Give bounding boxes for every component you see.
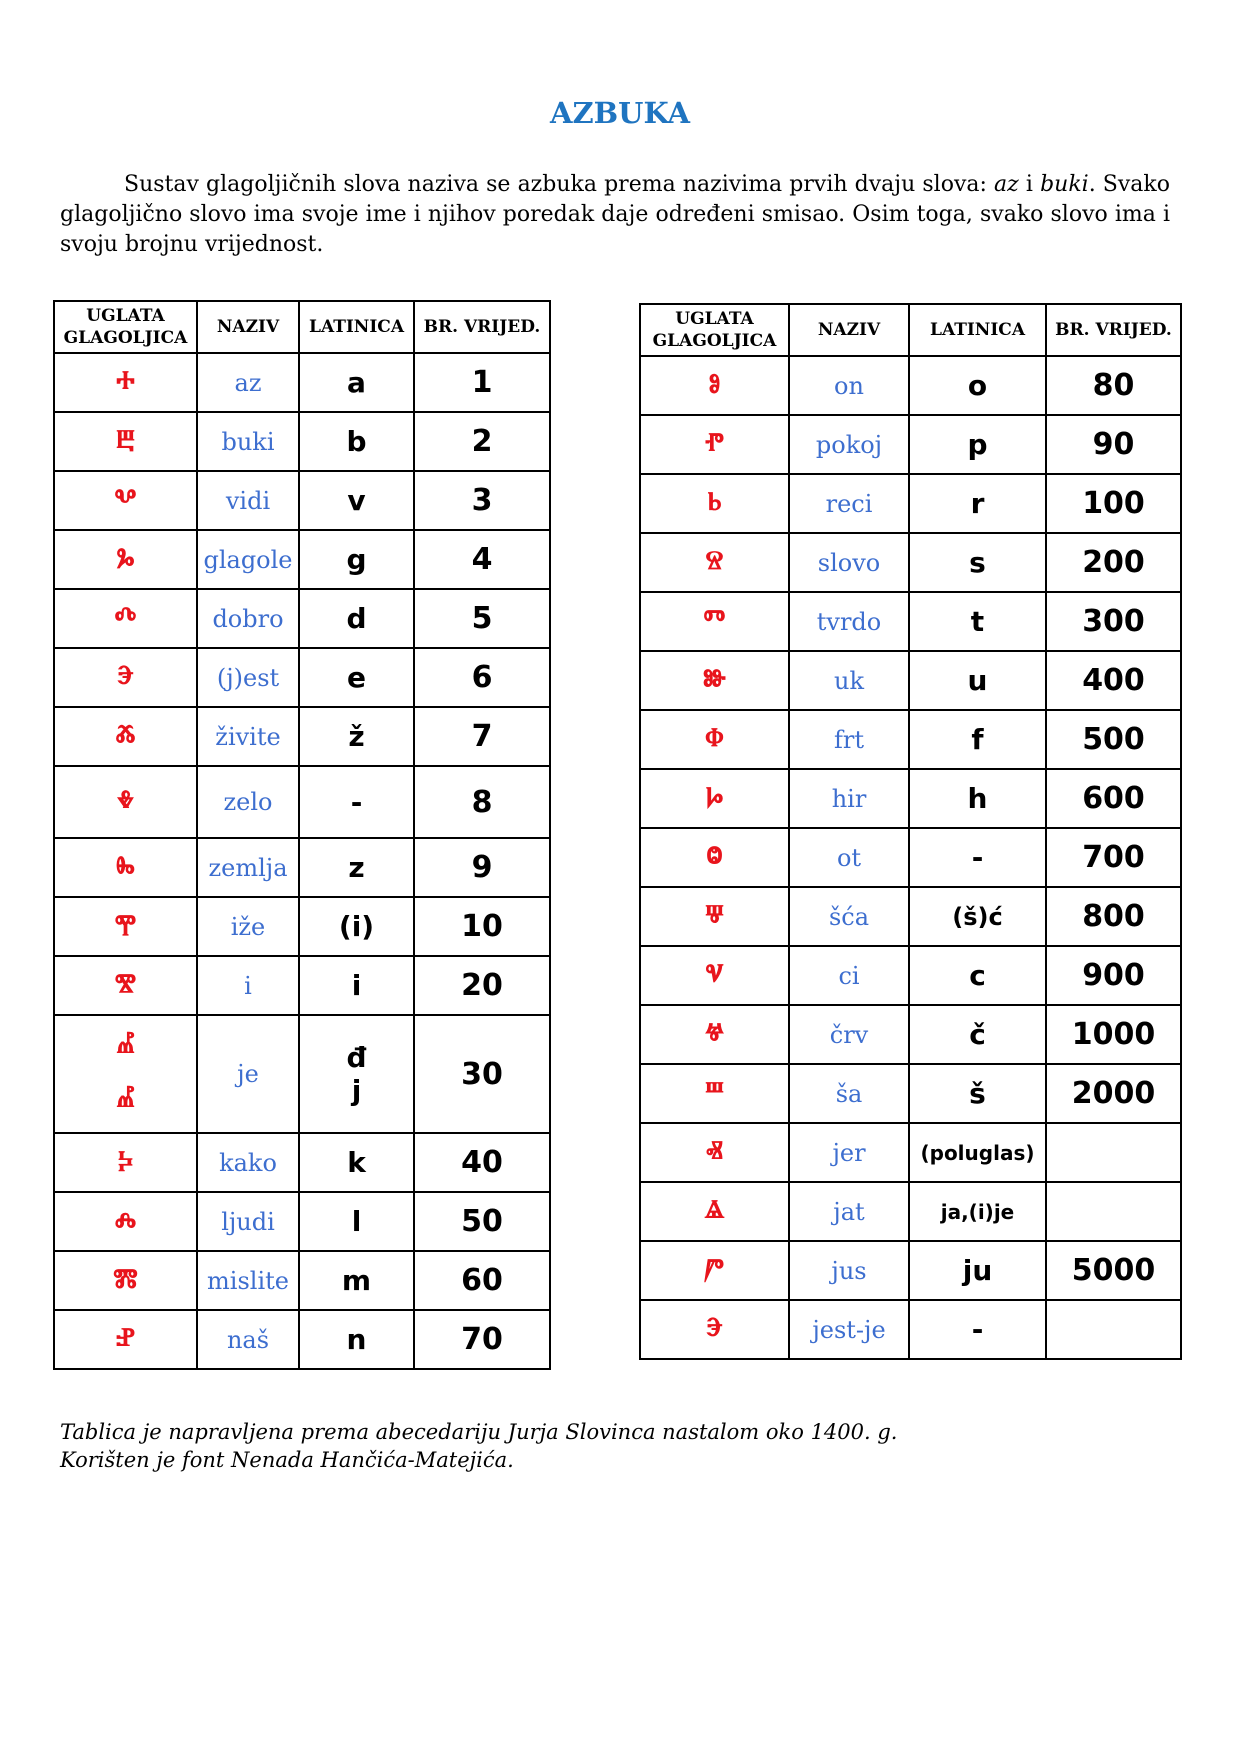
glagolitic-cell — [54, 897, 197, 956]
glagolitic-letter-icon: ⰾ — [114, 1201, 137, 1242]
right-alphabet-table — [639, 303, 1182, 1360]
latin-equivalent: č — [909, 1005, 1046, 1064]
glagolitic-letter-variant-icon: ⰼ — [116, 1081, 135, 1121]
glagolitic-letter-icon: ⱏ — [706, 1132, 723, 1173]
numeric-value: 20 — [414, 956, 550, 1015]
glagolitic-cell — [54, 956, 197, 1015]
glagolitic-letter-icon: ⰼ — [116, 1027, 135, 1067]
numeric-value: 60 — [414, 1251, 550, 1310]
glagolitic-cell — [54, 1015, 197, 1133]
table-row — [54, 1251, 550, 1310]
table-row — [640, 1123, 1181, 1182]
glagolitic-cell — [640, 474, 789, 533]
letter-name: (j)est — [197, 648, 299, 707]
table-row — [54, 956, 550, 1015]
table-row — [640, 1241, 1181, 1300]
numeric-value: 2 — [414, 412, 550, 471]
glagolitic-cell — [640, 710, 789, 769]
glagolitic-letter-icon: ⱂ — [704, 424, 725, 465]
numeric-value: 50 — [414, 1192, 550, 1251]
numeric-value: 7 — [414, 707, 550, 766]
letter-name: slovo — [789, 533, 909, 592]
glagolitic-cell — [640, 533, 789, 592]
glagolitic-letter-icon: ⱑ — [704, 1191, 725, 1232]
glagolitic-cell — [54, 838, 197, 897]
latin-equivalent: o — [909, 356, 1046, 415]
glagolitic-letter-icon: ⱉ — [706, 837, 723, 878]
latin-equivalent: (poluglas) — [909, 1123, 1046, 1182]
numeric-value: 4 — [414, 530, 550, 589]
glagolitic-cell — [640, 415, 789, 474]
letter-name: iže — [197, 897, 299, 956]
numeric-value: 800 — [1046, 887, 1181, 946]
glagolitic-cell — [54, 589, 197, 648]
numeric-value: 40 — [414, 1133, 550, 1192]
table-row — [640, 651, 1181, 710]
letter-name: glagole — [197, 530, 299, 589]
glagolitic-cell — [640, 592, 789, 651]
glagolitic-letter-icon: ⱃ — [707, 483, 722, 524]
numeric-value: 2000 — [1046, 1064, 1181, 1123]
table-row — [54, 530, 550, 589]
glagolitic-letter-icon: ⰵ — [706, 1309, 723, 1350]
latin-equivalent: u — [909, 651, 1046, 710]
letter-name: ljudi — [197, 1192, 299, 1251]
numeric-value: 6 — [414, 648, 550, 707]
numeric-value: 400 — [1046, 651, 1181, 710]
numeric-value: 80 — [1046, 356, 1181, 415]
letter-name: črv — [789, 1005, 909, 1064]
left-alphabet-table — [53, 300, 551, 1370]
latin-equivalent: s — [909, 533, 1046, 592]
latin-equivalent: k — [299, 1133, 414, 1192]
numeric-value: 5 — [414, 589, 550, 648]
latin-equivalent — [299, 1015, 414, 1133]
table-row — [640, 356, 1181, 415]
glagolitic-letter-icon: ⱈ — [705, 778, 724, 819]
latin-equivalent: ja,(i)je — [909, 1182, 1046, 1241]
glagolitic-cell — [54, 530, 197, 589]
glagolitic-letter-icon: ⱓ — [704, 1250, 725, 1291]
glagolitic-letter-icon: ⱆ — [703, 660, 726, 701]
glagolitic-letter-icon: ⱎ — [705, 1073, 724, 1114]
glagolitic-letter-icon: ⱅ — [703, 601, 726, 642]
glagolitic-letter-icon: ⱇ — [705, 719, 724, 760]
numeric-value: 5000 — [1046, 1241, 1181, 1300]
table-row — [640, 887, 1181, 946]
latin-equivalent: ž — [299, 707, 414, 766]
glagolitic-cell — [54, 766, 197, 838]
table-row — [640, 474, 1181, 533]
glagolitic-cell — [640, 356, 789, 415]
glagolitic-cell — [54, 1251, 197, 1310]
letter-name: naš — [197, 1310, 299, 1369]
glagolitic-cell — [640, 887, 789, 946]
letter-name: jat — [789, 1182, 909, 1241]
numeric-value: 200 — [1046, 533, 1181, 592]
table-row — [640, 1182, 1181, 1241]
glagolitic-cell — [54, 353, 197, 412]
glagolitic-letter-icon: ⰰ — [116, 362, 135, 403]
letter-name: dobro — [197, 589, 299, 648]
glagolitic-cell — [640, 1123, 789, 1182]
latin-equivalent: (i) — [299, 897, 414, 956]
glagolitic-cell — [54, 1192, 197, 1251]
glagolitic-cell — [640, 769, 789, 828]
table-row — [640, 710, 1181, 769]
latin-equivalent: - — [909, 828, 1046, 887]
header-glagoljica: UGLATA GLAGOLJICA — [640, 304, 789, 356]
glagolitic-letter-icon: ⰶ — [115, 716, 136, 757]
table-row — [54, 1192, 550, 1251]
letter-name: ci — [789, 946, 909, 1005]
letter-name: pokoj — [789, 415, 909, 474]
glagolitic-cell — [54, 1133, 197, 1192]
glagolitic-letter-icon: ⰸ — [116, 847, 135, 888]
latin-equivalent: c — [909, 946, 1046, 1005]
right-table-body — [640, 356, 1181, 1359]
glagolitic-cell — [640, 1182, 789, 1241]
numeric-value: 3 — [414, 471, 550, 530]
footnote-line-2: Korišten je font Nenada Hančića-Matejića. — [60, 1448, 514, 1472]
latin-equivalent: - — [909, 1300, 1046, 1359]
latin-equivalent: f — [909, 710, 1046, 769]
letter-name: jest-je — [789, 1300, 909, 1359]
latin-equivalent: n — [299, 1310, 414, 1369]
glagolitic-letter-icon: ⰵ — [117, 657, 134, 698]
latin-equivalent: (š)ć — [909, 887, 1046, 946]
latin-equivalent: - — [299, 766, 414, 838]
table-row — [640, 1005, 1181, 1064]
header-naziv: NAZIV — [197, 301, 299, 353]
latin-equivalent: ju — [909, 1241, 1046, 1300]
table-row — [54, 589, 550, 648]
numeric-value: 900 — [1046, 946, 1181, 1005]
numeric-value: 100 — [1046, 474, 1181, 533]
letter-name: tvrdo — [789, 592, 909, 651]
table-row — [640, 1300, 1181, 1359]
latin-equivalent: d — [299, 589, 414, 648]
letter-name: buki — [197, 412, 299, 471]
numeric-value: 1000 — [1046, 1005, 1181, 1064]
glagolitic-letter-icon: ⰺ — [114, 965, 137, 1006]
numeric-value: 90 — [1046, 415, 1181, 474]
latin-equivalent: h — [909, 769, 1046, 828]
glagolitic-cell — [640, 946, 789, 1005]
table-row — [54, 766, 550, 838]
latin-equivalent-1: đ — [346, 1041, 367, 1074]
glagolitic-letter-icon: ⰽ — [118, 1142, 133, 1183]
latin-equivalent: š — [909, 1064, 1046, 1123]
numeric-value: 500 — [1046, 710, 1181, 769]
header-vrijednost: BR. VRIJED. — [414, 301, 550, 353]
glagolitic-letter-icon: ⱀ — [116, 1319, 135, 1360]
table-row — [54, 412, 550, 471]
letter-name: uk — [789, 651, 909, 710]
header-glagoljica: UGLATA GLAGOLJICA — [54, 301, 197, 353]
glagolitic-cell — [54, 648, 197, 707]
glagolitic-letter-icon: ⱄ — [705, 542, 724, 583]
numeric-value: 1 — [414, 353, 550, 412]
letter-name: ša — [789, 1064, 909, 1123]
glagolitic-letter-icon: ⰴ — [114, 598, 137, 639]
numeric-value: 8 — [414, 766, 550, 838]
latin-equivalent: a — [299, 353, 414, 412]
letter-name: jus — [789, 1241, 909, 1300]
numeric-value: 70 — [414, 1310, 550, 1369]
numeric-value: 700 — [1046, 828, 1181, 887]
table-row — [54, 648, 550, 707]
table-row — [640, 828, 1181, 887]
table-row — [640, 946, 1181, 1005]
glagolitic-letter-icon: ⰲ — [114, 480, 137, 521]
intro-text-2: i — [1018, 172, 1041, 197]
glagolitic-cell — [640, 1241, 789, 1300]
intro-text-3: . Svako glagoljično slovo ima svoje ime i njihov poredak daje određeni smisao. Osim toga, svako slovo ima i svoju brojnu vrijednost. — [60, 172, 1170, 257]
page-title: AZBUKA — [549, 96, 690, 130]
intro-buki: buki — [1040, 172, 1089, 197]
glagolitic-letter-icon: ⱋ — [705, 896, 724, 937]
letter-name: zelo — [197, 766, 299, 838]
letter-name: reci — [789, 474, 909, 533]
letter-name: i — [197, 956, 299, 1015]
table-row — [54, 353, 550, 412]
latin-equivalent: v — [299, 471, 414, 530]
letter-name: mislite — [197, 1251, 299, 1310]
footnote-line-1: Tablica je napravljena prema abecedariju Jurja Slovinca nastalom oko 1400. g. — [60, 1420, 898, 1444]
table-row — [54, 897, 550, 956]
latin-equivalent: l — [299, 1192, 414, 1251]
numeric-value — [1046, 1182, 1181, 1241]
letter-name: kako — [197, 1133, 299, 1192]
letter-name: šća — [789, 887, 909, 946]
glagolitic-letter-icon: ⰹ — [114, 906, 137, 947]
numeric-value: 600 — [1046, 769, 1181, 828]
letter-name: jer — [789, 1123, 909, 1182]
latin-equivalent: b — [299, 412, 414, 471]
glagolitic-cell — [640, 828, 789, 887]
glagolitic-cell — [640, 1064, 789, 1123]
numeric-value: 300 — [1046, 592, 1181, 651]
latin-equivalent: p — [909, 415, 1046, 474]
letter-name: hir — [789, 769, 909, 828]
glagolitic-letter-icon: ⱍ — [705, 1014, 724, 1055]
numeric-value: 9 — [414, 838, 550, 897]
latin-equivalent: e — [299, 648, 414, 707]
header-vrijednost: BR. VRIJED. — [1046, 304, 1181, 356]
letter-name: zemlja — [197, 838, 299, 897]
intro-az: az — [994, 172, 1019, 197]
latin-equivalent: t — [909, 592, 1046, 651]
table-row — [54, 1310, 550, 1369]
latin-equivalent: z — [299, 838, 414, 897]
letter-name: on — [789, 356, 909, 415]
left-table-body — [54, 353, 550, 1369]
header-latinica: LATINICA — [909, 304, 1046, 356]
numeric-value: 10 — [414, 897, 550, 956]
latin-equivalent: g — [299, 530, 414, 589]
letter-name: živite — [197, 707, 299, 766]
letter-name: ot — [789, 828, 909, 887]
table-row — [640, 592, 1181, 651]
letter-name: az — [197, 353, 299, 412]
letter-name: frt — [789, 710, 909, 769]
glagolitic-cell — [54, 1310, 197, 1369]
glagolitic-cell — [54, 471, 197, 530]
table-row — [54, 1133, 550, 1192]
numeric-value — [1046, 1123, 1181, 1182]
glagolitic-letter-icon: ⰿ — [113, 1260, 138, 1301]
table-row — [54, 707, 550, 766]
glagolitic-letter-icon: ⰷ — [117, 782, 134, 822]
glagolitic-cell — [640, 1300, 789, 1359]
numeric-value: 30 — [414, 1015, 550, 1133]
glagolitic-cell — [640, 651, 789, 710]
glagolitic-letter-icon: ⰳ — [116, 539, 135, 580]
letter-name: vidi — [197, 471, 299, 530]
table-row — [54, 471, 550, 530]
table-row — [54, 838, 550, 897]
latin-equivalent-2: j — [351, 1074, 362, 1107]
latin-equivalent: r — [909, 474, 1046, 533]
glagolitic-letter-icon: ⱁ — [708, 365, 721, 406]
glagolitic-cell — [54, 412, 197, 471]
table-row — [640, 415, 1181, 474]
table-row — [54, 1015, 550, 1133]
glagolitic-cell — [54, 707, 197, 766]
footnote — [60, 1418, 897, 1474]
header-latinica: LATINICA — [299, 301, 414, 353]
header-naziv: NAZIV — [789, 304, 909, 356]
table-row — [640, 1064, 1181, 1123]
intro-paragraph — [60, 170, 1170, 260]
glagolitic-letter-icon: ⰱ — [116, 421, 135, 462]
letter-name: je — [197, 1015, 299, 1133]
latin-equivalent: i — [299, 956, 414, 1015]
glagolitic-letter-icon: ⱌ — [705, 955, 724, 996]
latin-equivalent: m — [299, 1251, 414, 1310]
glagolitic-cell — [640, 1005, 789, 1064]
table-row — [640, 769, 1181, 828]
intro-text-1: Sustav glagoljičnih slova naziva se azbuka prema nazivima prvih dvaju slova: — [124, 172, 995, 197]
numeric-value — [1046, 1300, 1181, 1359]
table-row — [640, 533, 1181, 592]
